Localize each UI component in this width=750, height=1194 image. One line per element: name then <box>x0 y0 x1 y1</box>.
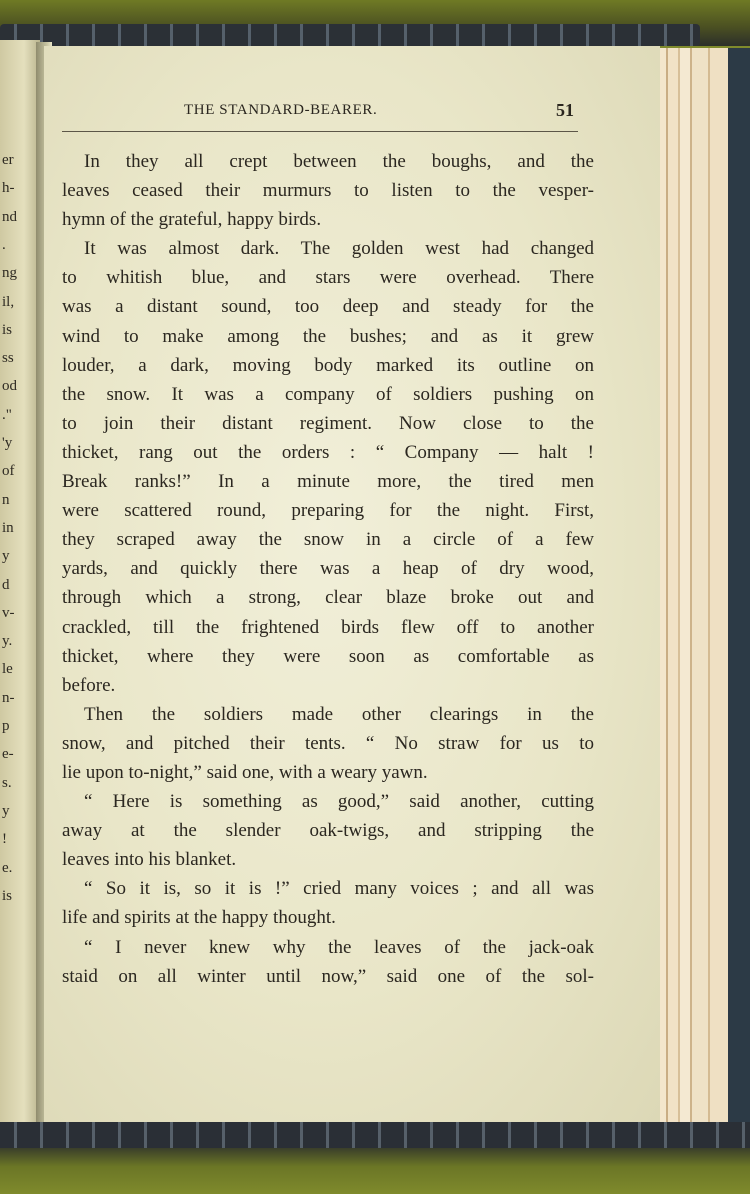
text-line: to whitish blue, and stars were overhead. There <box>62 267 594 289</box>
header-rule <box>62 131 578 132</box>
facing-page-fragment: s. <box>2 774 12 791</box>
facing-page-fragment: y. <box>2 633 13 650</box>
running-head: THE STANDARD-BEARER. <box>184 102 378 118</box>
text-line: yards, and quickly there was a heap of dry wood, <box>62 558 594 580</box>
facing-page-fragment: h- <box>2 180 15 197</box>
facing-page-fragment: y <box>2 548 10 565</box>
text-line: snow, and pitched their tents. “ No straw for us to <box>62 732 594 754</box>
facing-page-fragment: ! <box>2 831 7 848</box>
facing-page-fragment: d <box>2 576 10 593</box>
text-line: “ I never knew why the leaves of the jack-oak <box>84 936 594 958</box>
bottom-background <box>0 1148 750 1194</box>
facing-page-fragment: is <box>2 887 13 904</box>
text-line: Then the soldiers made other clearings in the <box>84 703 594 725</box>
text-line: staid on all winter until now,” said one of the sol- <box>62 965 594 987</box>
facing-page-fragment: n <box>2 491 10 508</box>
facing-page-fragment: ." <box>2 406 12 423</box>
page-edges-right <box>650 48 750 1130</box>
text-line: they scraped away the snow in a circle of a few <box>62 529 594 551</box>
facing-page-fragment: in <box>2 519 14 536</box>
facing-page-fragment: of <box>2 463 15 480</box>
text-line: leaves into his blanket. <box>62 849 237 871</box>
facing-page-fragment: od <box>2 378 17 395</box>
text-line: before. <box>62 674 116 696</box>
text-line: crackled, till the frightened birds flew off to another <box>62 616 594 638</box>
text-line: leaves ceased their murmurs to listen to the vesper- <box>62 180 594 202</box>
book-spine-bottom-edge <box>0 1122 750 1148</box>
facing-page-fragment: ng <box>2 265 17 282</box>
text-line: thicket, where they were soon as comfortable as <box>62 645 594 667</box>
text-line: It was almost dark. The golden west had changed <box>84 238 594 260</box>
facing-page-fragment: y <box>2 802 10 819</box>
text-line: were scattered round, preparing for the night. First, <box>62 500 594 522</box>
facing-page-fragment: 'y <box>2 435 13 451</box>
facing-page-fragment: le <box>2 661 13 678</box>
book-spine-top-edge <box>0 24 700 46</box>
text-line: life and spirits at the happy thought. <box>62 907 336 929</box>
facing-page-fragment: . <box>2 236 6 253</box>
text-line: In they all crept between the boughs, and the <box>84 151 594 172</box>
facing-page-fragment: il, <box>2 293 15 310</box>
text-line: “ Here is something as good,” said another, cutting <box>84 791 594 813</box>
text-line: was a distant sound, too deep and steady for the <box>62 296 594 318</box>
facing-page-fragment: p <box>2 718 10 734</box>
facing-page-fragment: ss <box>2 350 14 367</box>
text-line: away at the slender oak-twigs, and stripping the <box>62 820 594 842</box>
facing-page-fragment: e. <box>2 859 13 876</box>
text-line: lie upon to-night,” said one, with a weary yawn. <box>62 761 428 783</box>
body-text <box>62 147 594 991</box>
text-line: louder, a dark, moving body marked its outline on <box>62 354 594 376</box>
text-line: to join their distant regiment. Now close to the <box>62 412 594 434</box>
text-line: the snow. It was a company of soldiers pushing on <box>62 383 594 405</box>
facing-page-left <box>0 40 40 1125</box>
text-line: wind to make among the bushes; and as it grew <box>62 325 594 347</box>
facing-page-fragment: er <box>2 152 14 168</box>
text-line: thicket, rang out the orders : “ Company — halt ! <box>62 441 594 463</box>
facing-page-fragment: n- <box>2 689 15 706</box>
facing-page-fragment: is <box>2 321 13 338</box>
text-line: through which a strong, clear blaze broke out and <box>62 587 594 609</box>
facing-page-fragment: nd <box>2 208 17 225</box>
facing-page-fragment: e- <box>2 746 14 763</box>
text-line: “ So it is, so it is !” cried many voices ; and all was <box>84 878 594 900</box>
text-line: hymn of the grateful, happy birds. <box>62 209 322 231</box>
text-line: Break ranks!” In a minute more, the tired men <box>62 471 594 493</box>
facing-page-fragment: v- <box>2 604 15 621</box>
page-number: 51 <box>556 100 574 120</box>
